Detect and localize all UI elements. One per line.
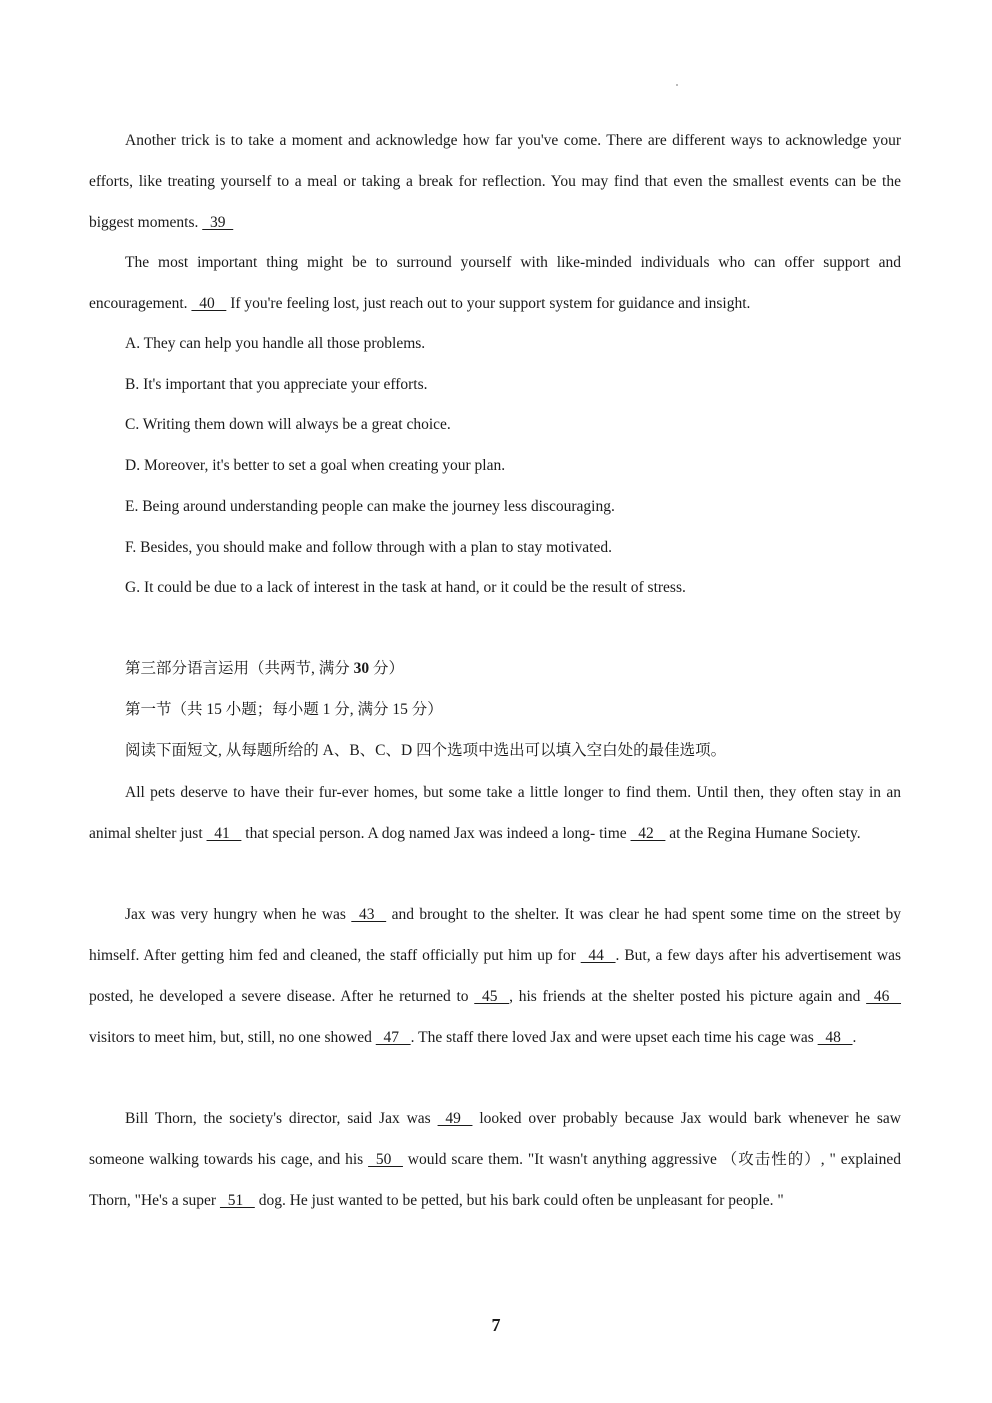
blank-45[interactable]: 45: [474, 988, 510, 1005]
cloze-paragraph-3: Bill Thorn, the society's director, said Jax was 49 looked over probably because Jax would bark whenever he saw someone walking towards his cage, and his 50 would scare them. "It wasn't anything aggressive （攻击性的）, " explained Thorn, "He's a super 51 dog. He just wanted to be petted, but his bark could often be unpleasant for people. ": [89, 1098, 901, 1221]
blank-43[interactable]: 43: [351, 906, 387, 923]
cloze-paragraph-1: All pets deserve to have their fur-ever homes, but some take a little longer to find them. Until then, they often stay in an animal shelter just 41 that special person. A dog named Jax was indeed a long- time 42 at the Regina Humane Society.: [89, 772, 901, 854]
blank-46[interactable]: 46: [866, 988, 902, 1005]
blank-44[interactable]: 44: [580, 947, 616, 964]
blank-42[interactable]: 42: [630, 825, 666, 842]
blank-40[interactable]: 40: [191, 295, 227, 312]
paragraph-39: Another trick is to take a moment and acknowledge how far you've come. There are different ways to acknowledge your efforts, like treating yourself to a meal or taking a break for reflection. You may find that even the smallest events can be the biggest moments. 39: [89, 120, 901, 243]
paragraph-40: The most important thing might be to surround yourself with like-minded individuals who can offer support and encouragement. 40 If you're feeling lost, just reach out to your support system for guidance and insight.: [89, 242, 901, 324]
blank-41[interactable]: 41: [206, 825, 242, 842]
page-number: 7: [491, 1315, 501, 1335]
blank-48[interactable]: 48: [817, 1029, 853, 1046]
option-f: F. Besides, you should make and follow through with a plan to stay motivated.: [125, 539, 612, 556]
blank-49[interactable]: 49: [437, 1110, 473, 1127]
part3-heading: 第三部分语言运用（共两节, 满分 30 分）: [125, 660, 405, 677]
option-c: C. Writing them down will always be a great choice.: [125, 416, 451, 433]
option-b: B. It's important that you appreciate your efforts.: [125, 376, 428, 393]
stray-mark: [676, 84, 678, 86]
blank-39[interactable]: 39: [202, 214, 234, 231]
option-a: A. They can help you handle all those problems.: [125, 335, 426, 352]
section1-heading: 第一节（共 15 小题；每小题 1 分, 满分 15 分）: [125, 701, 443, 718]
instruction: 阅读下面短文, 从每题所给的 A、B、C、D 四个选项中选出可以填入空白处的最佳选项。: [125, 742, 727, 759]
cloze-paragraph-2: Jax was very hungry when he was 43 and brought to the shelter. It was clear he had spent some time on the street by himself. After getting him fed and cleaned, the staff officially put him up for 44 . But, a few days after his advertisement was posted, he developed a severe disease. After he returned to 45 , his friends at the shelter posted his picture again and 46 visitors to meet him, but, still, no one showed 47 . The staff there loved Jax and were upset each time his cage was 48 .: [89, 894, 901, 1058]
option-d: D. Moreover, it's better to set a goal when creating your plan.: [125, 457, 506, 474]
blank-50[interactable]: 50: [368, 1151, 403, 1168]
option-g: G. It could be due to a lack of interest in the task at hand, or it could be the result of stress.: [125, 579, 686, 596]
blank-51[interactable]: 51: [219, 1192, 255, 1209]
blank-47[interactable]: 47: [375, 1029, 411, 1046]
option-e: E. Being around understanding people can make the journey less discouraging.: [125, 498, 615, 515]
